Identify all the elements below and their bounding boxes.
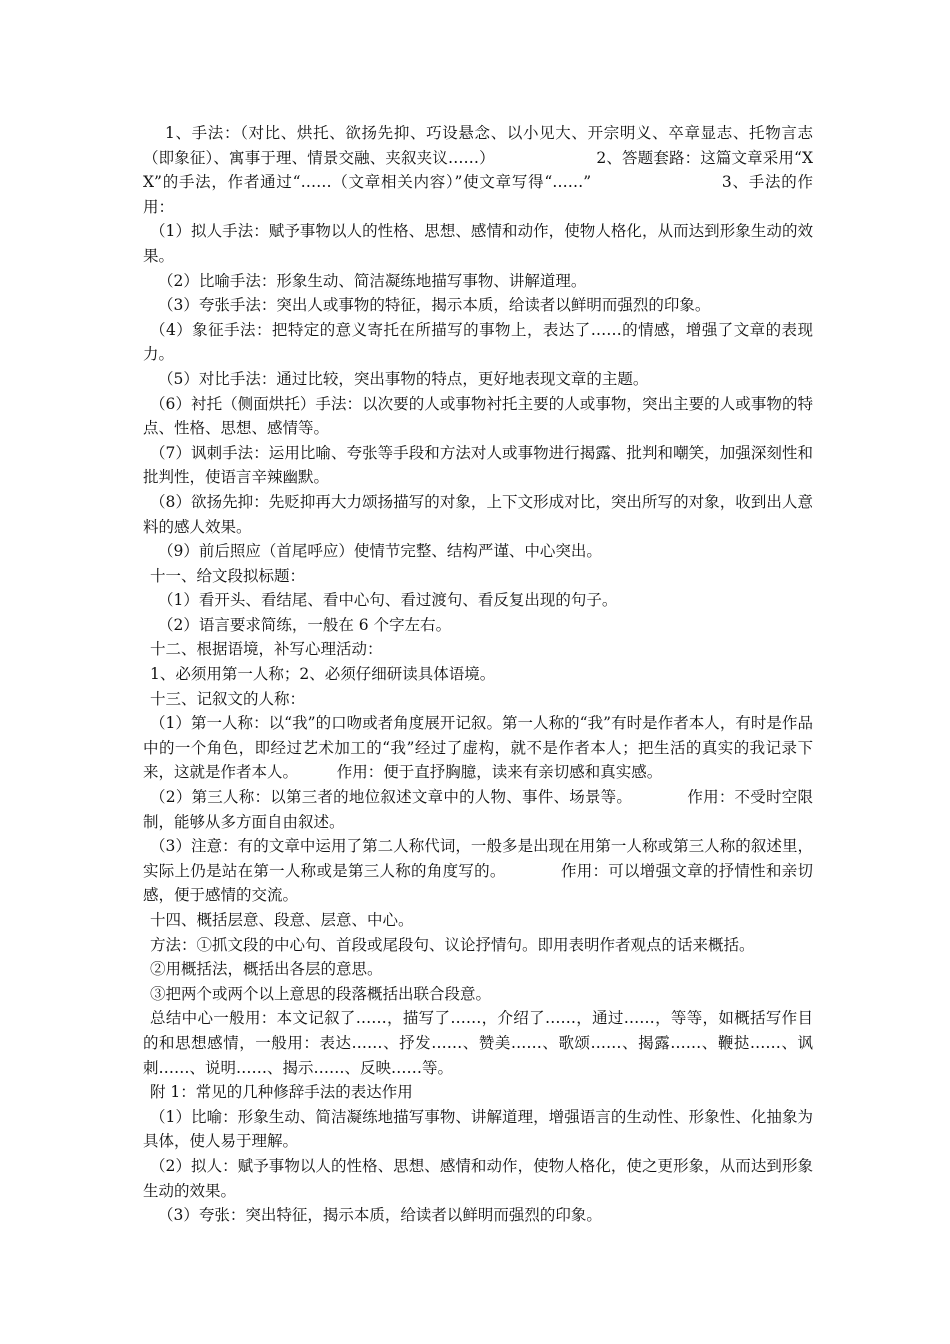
paragraph-third-person: （2）第三人称：以第三者的地位叙述文章中的人物、事件、场景等。 作用：不受时空限制，能够从多方面自由叙述。: [143, 788, 813, 831]
heading-section-13: 十三、记叙文的人称：: [150, 689, 306, 708]
paragraph-method-1: 方法：①抓文段的中心句、首段或尾段句、议论抒情句。即用表明作者观点的话来概括。: [150, 935, 755, 954]
heading-appendix-1: 附 1：常见的几种修辞手法的表达作用: [150, 1083, 413, 1102]
paragraph-psychology-tips: 1、必须用第一人称；2、必须仔细研读具体语境。: [150, 665, 496, 684]
heading-section-14: 十四、概括层意、段意、层意、中心。: [150, 911, 414, 929]
paragraph-method-2: ②用概括法，概括出各层的意思。: [150, 960, 383, 979]
heading-section-11: 十一、给文段拟标题：: [150, 566, 306, 585]
heading-section-12: 十二、根据语境，补写心理活动：: [150, 640, 383, 659]
paragraph-title-tip-2: （2）语言要求简练，一般在 6 个字左右。: [158, 615, 452, 634]
paragraph-praise-after-restraint: （8）欲扬先抑：先贬抑再大力颂扬描写的对象，上下文形成对比，突出所写的对象，收到出人意料的感人效果。: [143, 492, 813, 536]
paragraph-foil: （6）衬托（侧面烘托）手法：以次要的人或事物衬托主要的人或事物，突出主要的人或事物的特点、性格、思想、感情等。: [143, 394, 813, 438]
paragraph-first-person: （1）第一人称：以“我”的口吻或者角度展开记叙。第一人称的“我”有时是作者本人，有时是作品中的一个角色，即经过艺术加工的“我”经过了虚构，就不是作者本人；把生活的真实的我记录下来，这就是作者本人。 作用：便于直抒胸臆，读来有亲切感和真实感。: [143, 714, 813, 782]
paragraph-method-3: ③把两个或两个以上意思的段落概括出联合段意。: [150, 984, 492, 1003]
paragraph-title-tip-1: （1）看开头、看结尾、看中心句、看过渡句、看反复出现的句子。: [158, 591, 618, 610]
paragraph-rhetoric-personification: （2）拟人：赋予事物以人的性格、思想、感情和动作，使物人格化，使之更形象，从而达到形象生动的效果。: [143, 1156, 813, 1200]
paragraph-satire: （7）讽刺手法：运用比喻、夸张等手段和方法对人或事物进行揭露、批判和嘲笑，加强深刻性和批判性，使语言辛辣幽默。: [143, 443, 813, 487]
paragraph-second-person-note: （3）注意：有的文章中运用了第二人称代词，一般多是出现在用第一人称或第三人称的叙述里，实际上仍是站在第一人称或是第三人称的角度写的。 作用：可以增强文章的抒情性和亲切感，便于感情的交流。: [143, 837, 813, 905]
paragraph-summary-phrases: 总结中心一般用：本文记叙了……，描写了……，介绍了……，通过……，等等，如概括写作目的和思想感情，一般用：表达……、抒发……、赞美……、歌颂……、揭露……、鞭挞……、讽刺……、说明……、揭示……、反映……等。: [143, 1009, 813, 1077]
paragraph-rhetoric-hyperbole: （3）夸张：突出特征，揭示本质，给读者以鲜明而强烈的印象。: [158, 1206, 602, 1225]
paragraph-hyperbole: （3）夸张手法：突出人或事物的特征，揭示本质，给读者以鲜明而强烈的印象。: [158, 296, 711, 315]
paragraph-metaphor: （2）比喻手法：形象生动、简洁凝练地描写事物、讲解道理。: [158, 271, 587, 290]
paragraph-contrast: （5）对比手法：通过比较，突出事物的特点，更好地表现文章的主题。: [158, 369, 649, 388]
paragraph-techniques-intro: 1、手法：（对比、烘托、欲扬先抑、巧设悬念、以小见大、开宗明义、卒章显志、托物言志（即象征）、寓事于理、情景交融、夹叙夹议……） 2、答题套路：这篇文章采用“XX”的手法，作者通过“……（文章相关内容）”使文章写得“……” 3、手法的作用：: [143, 124, 813, 216]
paragraph-personification: （1）拟人手法：赋予事物以人的性格、思想、感情和动作，使物人格化，从而达到形象生动的效果。: [143, 222, 813, 265]
paragraph-echo: （9）前后照应（首尾呼应）使情节完整、结构严谨、中心突出。: [158, 542, 602, 561]
paragraph-rhetoric-metaphor: （1）比喻：形象生动、简洁凝练地描写事物、讲解道理，增强语言的生动性、形象性、化抽象为具体，使人易于理解。: [143, 1107, 813, 1151]
paragraph-symbolism: （4）象征手法：把特定的意义寄托在所描写的事物上，表达了……的情感，增强了文章的表现力。: [143, 320, 813, 364]
document-page: [143, 121, 813, 1228]
